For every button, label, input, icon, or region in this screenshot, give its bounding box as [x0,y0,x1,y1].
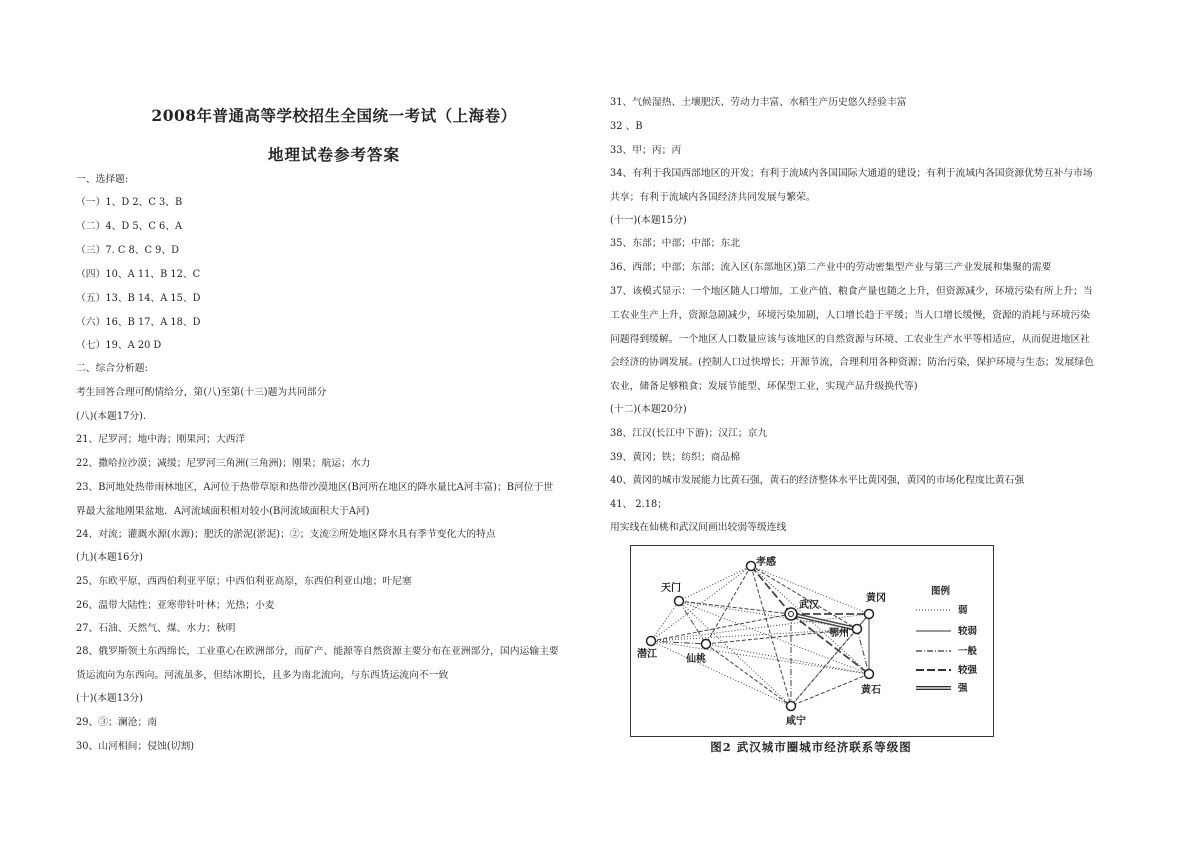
answer-line: (九)(本题16分) [76,552,143,563]
answer-line: 23、B河地处热带雨林地区，A河位于热带草原和热带沙漠地区(B河所在地区的降水量比A河丰富)；B河位于世 [76,482,554,493]
city-label-xiaogan: 孝感 [756,557,776,568]
city-label-qianjiang: 潜江 [637,649,657,660]
link-qianjiang-huangshi [651,641,869,674]
link-huangshi-xianning [791,674,869,706]
answer-line: 界最大盆地刚果盆地．A河流域面积相对较小(B河流域面积大于A河) [76,506,370,517]
city-label-xiantao: 仙桃 [686,654,706,665]
link-xiaogan-wuhan [751,566,791,614]
answer-line: 考生回答合理可酌情给分，第(八)至第(十三)题为共同部分 [76,387,327,398]
answer-line: 40、黄冈的城市发展能力比黄石强，黄石的经济整体水平比黄冈强，黄冈的市场化程度比黄石强 [610,475,1025,486]
answer-line: 问题得到缓解。一个地区人口数量应该与该地区的自然资源与环境、工农业生产水平等相适应，从而促进地区社 [610,334,1091,345]
link-ezhou-huangshi [857,629,869,674]
city-label-tianmen: 天门 [661,583,681,594]
answer-line: 会经济的协调发展。(控制人口过快增长；开源节流，合理利用各种资源；防治污染，保护环境与生态；发展绿色 [610,357,1094,368]
answer-line: (十二)(本题20分) [610,404,687,415]
diagram-svg [631,546,993,736]
link-qianjiang-xianning [651,641,791,706]
answer-line: （六）16、B 17、A 18、D [76,317,201,328]
answer-line: 一、选择题: [76,174,129,185]
answer-line: 二、综合分析题: [76,363,148,374]
answer-line: 共享；有利于流域内各国经济共同发展与繁荣。 [610,192,816,203]
answer-line: （五）13、B 14、A 15、D [76,293,201,304]
city-label-ezhou: 鄂州 [829,628,849,639]
answer-line: 36、西部；中部；东部；流入区(东部地区)第二产业中的劳动密集型产业与第三产业发展和集聚的需要 [610,262,1052,273]
answer-line: (十)(本题13分) [76,693,143,704]
answer-line: 22、撒哈拉沙漠；减缓；尼罗河三角洲(三角洲)；刚果；航运；水力 [76,458,371,469]
city-node-huanggang [865,610,874,619]
answer-line: （一）1、D 2、C 3、B [76,197,183,208]
city-node-xiantao [702,640,711,649]
legend-label-strong: 强 [958,683,968,694]
answer-line: 27、石油、天然气、煤、水力；秋明 [76,623,236,634]
answer-line: 35、东部；中部；中部；东北 [610,238,741,249]
answer-line: 用实线在仙桃和武汉间画出较弱等级连线 [610,522,787,533]
answer-line: 32 、B [610,121,643,132]
link-xiaogan-ezhou [751,566,857,629]
link-tianmen-qianjiang [651,601,679,641]
link-qianjiang-xiantao [651,641,706,644]
answer-line: 25、东欧平原，西西伯利亚平原；中西伯利亚高原，东西伯利亚山地；叶尼塞 [76,576,412,587]
answer-line: （三）7. C 8、C 9、D [76,245,179,256]
answer-line: (十一)(本题15分) [610,215,687,226]
answer-line: （二）4、D 5、C 6、A [76,221,183,232]
city-node-wuhan [785,608,797,620]
city-node-xianning [787,702,796,711]
city-label-huanggang: 黄冈 [866,593,886,604]
answer-line: 30、山河相间；侵蚀(切割) [76,741,195,752]
link-xiantao-xianning [706,644,791,706]
link-xiaogan-tianmen [679,566,751,601]
legend-label-fairly-weak: 较弱 [958,626,978,637]
answer-line: 28、俄罗斯领土东西绵长，工业重心在欧洲部分，而矿产、能源等自然资源主要分布在亚洲部分，国内运输主要 [76,646,559,657]
answer-line: （七）19、A 20 D [76,340,162,351]
city-label-wuhan: 武汉 [799,600,819,611]
city-node-ezhou [853,625,862,634]
answer-line: 货运流向为东西向。河流虽多，但结冰期长，且多为南北流向，与东西货运流向不一致 [76,670,449,681]
answer-line: 26、温带大陆性；亚寒带针叶林；光热；小麦 [76,600,275,611]
answer-line: 37、该模式显示：一个地区随人口增加，工业产值、粮食产量也随之上升，但资源减少，环境污染有所上升；当 [610,286,1093,297]
city-label-huangshi: 黄石 [861,685,881,696]
answer-line: 工农业生产上升，资源急剧减少，环境污染加剧，人口增长趋于平缓；当人口增长缓慢，资源的消耗与环境污染 [610,310,1091,321]
link-xiantao-huangshi [706,644,869,674]
city-node-huangshi [865,670,874,679]
answer-line: 24、对流；灌溉水源(水源)；肥沃的淤泥(淤泥)；②；支流②所处地区降水具有季节变化大的特点 [76,529,496,540]
city-label-xianning: 咸宁 [786,716,806,727]
answer-line: 21、尼罗河；地中海；刚果河；大西洋 [76,434,246,445]
answer-line: (八)(本题17分). [76,411,147,422]
legend-label-weak: 弱 [958,605,968,616]
city-node-tianmen [675,597,684,606]
answer-line: 31、气候湿热、土壤肥沃、劳动力丰富、水稻生产历史悠久经验丰富 [610,97,907,108]
answer-line: 41、 2.18； [610,499,667,510]
answer-line: 39、黄冈；铁；纺织；商品棉 [610,452,741,463]
legend-label-fairly-strong: 较强 [958,665,978,676]
city-node-xiaogan [747,562,756,571]
link-xiaogan-qianjiang [651,566,751,641]
figure-caption: 图2 武汉城市圈城市经济联系等级图 [710,740,912,754]
answer-line: 农业，储备足够粮食；发展节能型、环保型工业，实现产品升级换代等) [610,381,918,392]
legend-label-medium: 一般 [958,646,978,657]
economic-link-diagram [630,545,994,737]
answer-line: 34、有利于我国西部地区的开发；有利于流域内各国国际大通道的建设；有利于流域内各国资源优势互补与市场 [610,168,1093,179]
document-subtitle: 地理试卷参考答案 [267,145,400,164]
legend-title: 图例 [931,586,951,597]
city-node-qianjiang [647,637,656,646]
document-title: 2008年普通高等学校招生全国统一考试（上海卷） [151,106,517,125]
answer-line: 33、甲；丙；丙 [610,145,682,156]
answer-line: 29、③；澜沧；南 [76,717,158,728]
answer-line: （四）10、A 11、B 12、C [76,269,201,280]
answer-line: 38、江汉(长江中下游)；汉江；京九 [610,428,768,439]
